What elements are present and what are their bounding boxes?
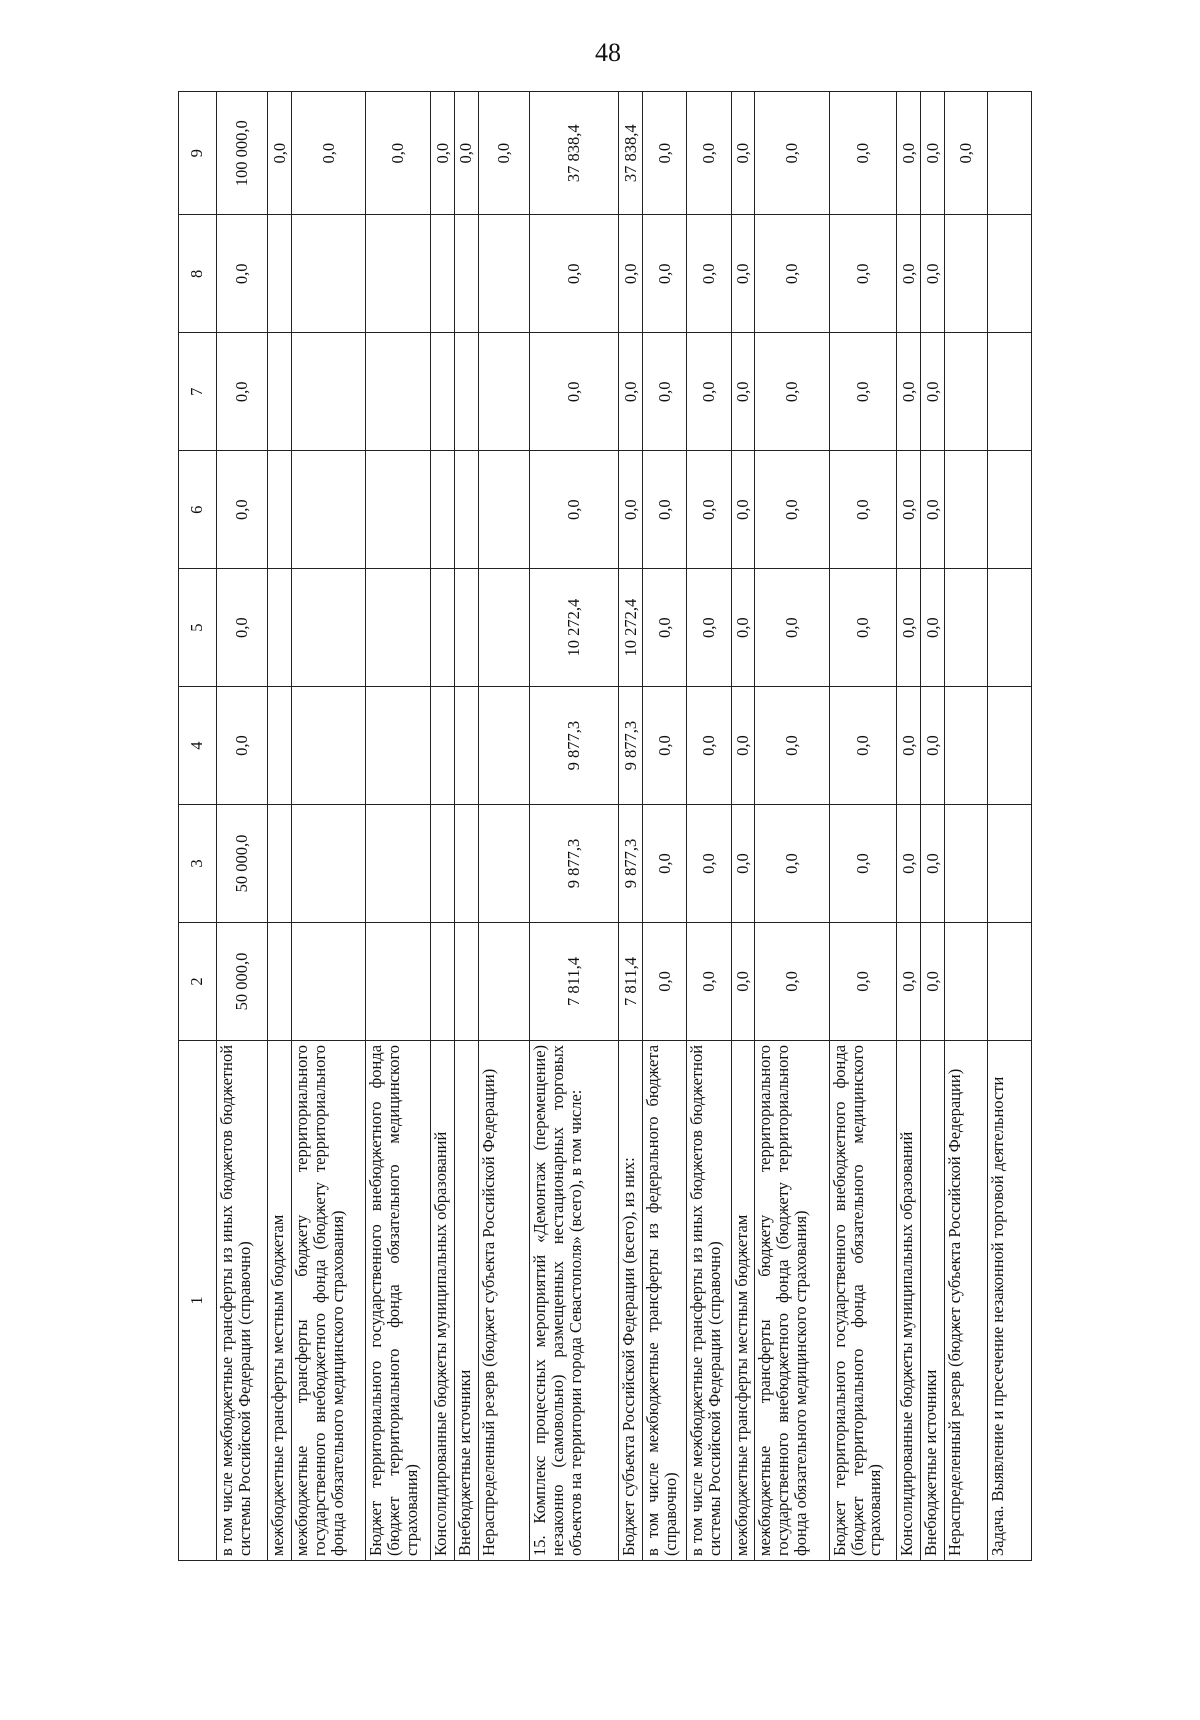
value-cell: 0,0	[897, 215, 921, 333]
value-cell: 0,0	[216, 569, 267, 687]
value-cell: 0,0	[643, 923, 687, 1041]
value-cell	[366, 687, 431, 805]
value-cell	[478, 333, 529, 451]
value-cell: 0,0	[687, 451, 731, 569]
value-cell	[366, 451, 431, 569]
value-cell: 0,0	[643, 333, 687, 451]
value-cell	[944, 923, 987, 1041]
value-cell	[988, 451, 1032, 569]
value-cell	[292, 333, 366, 451]
value-cell: 0,0	[687, 569, 731, 687]
value-cell	[292, 451, 366, 569]
row-label: в том числе межбюджетные трансферты из иных бюджетов бюджетной системы Российской Федерации (справочно)	[687, 1040, 731, 1560]
value-cell	[944, 687, 987, 805]
value-cell	[988, 333, 1032, 451]
value-cell: 100 000,0	[216, 92, 267, 215]
value-cell: 0,0	[643, 805, 687, 923]
value-cell	[268, 333, 292, 451]
value-cell: 0,0	[687, 215, 731, 333]
table-row	[530, 92, 619, 1561]
value-cell	[366, 333, 431, 451]
value-cell: 0,0	[216, 215, 267, 333]
value-cell: 0,0	[755, 569, 829, 687]
table-row	[921, 92, 945, 1561]
value-cell	[944, 451, 987, 569]
row-label: Нераспределенный резерв (бюджет субъекта Российской Федерации)	[478, 1040, 529, 1560]
value-cell: 10 272,4	[530, 569, 619, 687]
value-cell: 0,0	[921, 451, 945, 569]
row-label: Задача. Выявление и пресечение незаконной торговой деятельности	[988, 1040, 1032, 1560]
value-cell: 0,0	[216, 687, 267, 805]
value-cell: 0,0	[216, 333, 267, 451]
value-cell	[988, 92, 1032, 215]
header-cell: 1	[179, 1040, 217, 1560]
value-cell: 0,0	[687, 805, 731, 923]
value-cell: 0,0	[731, 923, 755, 1041]
value-cell: 0,0	[687, 333, 731, 451]
value-cell	[454, 451, 478, 569]
table-row	[619, 92, 643, 1561]
table-row	[292, 92, 366, 1561]
value-cell: 0,0	[731, 687, 755, 805]
value-cell: 0,0	[921, 569, 945, 687]
value-cell	[454, 687, 478, 805]
value-cell: 0,0	[829, 805, 897, 923]
value-cell	[431, 923, 455, 1041]
value-cell: 0,0	[687, 92, 731, 215]
value-cell: 0,0	[921, 805, 945, 923]
value-cell	[431, 805, 455, 923]
table-row	[643, 92, 687, 1561]
value-cell: 0,0	[829, 215, 897, 333]
header-cell: 8	[179, 215, 217, 333]
value-cell: 0,0	[731, 215, 755, 333]
value-cell: 0,0	[431, 92, 455, 215]
header-cell: 6	[179, 451, 217, 569]
value-cell: 0,0	[897, 451, 921, 569]
value-cell	[366, 805, 431, 923]
value-cell	[268, 687, 292, 805]
value-cell: 50 000,0	[216, 805, 267, 923]
value-cell	[454, 923, 478, 1041]
row-label: межбюджетные трансферты местным бюджетам	[731, 1040, 755, 1560]
value-cell: 9 877,3	[619, 687, 643, 805]
value-cell: 0,0	[829, 687, 897, 805]
value-cell: 0,0	[921, 92, 945, 215]
value-cell	[366, 923, 431, 1041]
table-row	[755, 92, 829, 1561]
header-cell: 5	[179, 569, 217, 687]
value-cell: 37 838,4	[619, 92, 643, 215]
header-cell: 2	[179, 923, 217, 1041]
value-cell	[268, 805, 292, 923]
value-cell	[454, 569, 478, 687]
value-cell	[366, 569, 431, 687]
value-cell: 0,0	[897, 333, 921, 451]
header-cell: 4	[179, 687, 217, 805]
value-cell	[268, 215, 292, 333]
table-row	[897, 92, 921, 1561]
row-label: 15. Комплекс процессных мероприятий «Демонтаж (перемещение) незаконно (самовольно) размещенных нестационарных торговых объектов на территории города Севастополя» (всего), в том числе:	[530, 1040, 619, 1560]
value-cell: 0,0	[731, 333, 755, 451]
value-cell	[988, 569, 1032, 687]
value-cell: 0,0	[755, 687, 829, 805]
value-cell	[988, 805, 1032, 923]
row-label: Бюджет территориального государственного внебюджетного фонда (бюджет территориального фонда обязательного медицинского страхования)	[829, 1040, 897, 1560]
value-cell	[292, 805, 366, 923]
value-cell	[292, 569, 366, 687]
value-cell: 0,0	[530, 333, 619, 451]
value-cell	[944, 569, 987, 687]
value-cell: 0,0	[755, 451, 829, 569]
table-row	[366, 92, 431, 1561]
value-cell: 37 838,4	[530, 92, 619, 215]
value-cell: 0,0	[478, 92, 529, 215]
value-cell	[292, 923, 366, 1041]
value-cell: 0,0	[731, 569, 755, 687]
header-cell: 9	[179, 92, 217, 215]
header-row	[179, 92, 217, 1561]
value-cell: 7 811,4	[530, 923, 619, 1041]
row-label: в том числе межбюджетные трансферты из федерального бюджета (справочно)	[643, 1040, 687, 1560]
value-cell: 0,0	[292, 92, 366, 215]
table-row	[944, 92, 987, 1561]
value-cell	[454, 215, 478, 333]
value-cell: 0,0	[366, 92, 431, 215]
value-cell: 0,0	[731, 92, 755, 215]
value-cell: 0,0	[921, 215, 945, 333]
value-cell: 0,0	[829, 569, 897, 687]
value-cell: 0,0	[897, 92, 921, 215]
rotated-table-wrapper	[178, 91, 1032, 1561]
value-cell: 0,0	[897, 569, 921, 687]
value-cell: 0,0	[897, 923, 921, 1041]
value-cell: 0,0	[731, 805, 755, 923]
value-cell: 0,0	[755, 92, 829, 215]
value-cell: 50 000,0	[216, 923, 267, 1041]
value-cell	[268, 451, 292, 569]
value-cell	[478, 805, 529, 923]
table-row	[431, 92, 455, 1561]
row-label: межбюджетные трансферты бюджету территориального государственного внебюджетного фонда (бюджету территориального фонда обязательного медицинского страхования)	[292, 1040, 366, 1560]
value-cell	[366, 215, 431, 333]
value-cell: 0,0	[944, 92, 987, 215]
value-cell: 0,0	[755, 333, 829, 451]
row-label: Нераспределенный резерв (бюджет субъекта Российской Федерации)	[944, 1040, 987, 1560]
value-cell: 0,0	[731, 451, 755, 569]
value-cell	[944, 215, 987, 333]
table-row	[687, 92, 731, 1561]
value-cell: 9 877,3	[530, 805, 619, 923]
value-cell: 7 811,4	[619, 923, 643, 1041]
row-label: Консолидированные бюджеты муниципальных образований	[431, 1040, 455, 1560]
value-cell: 0,0	[755, 215, 829, 333]
value-cell	[478, 215, 529, 333]
value-cell	[292, 687, 366, 805]
value-cell	[988, 923, 1032, 1041]
value-cell: 0,0	[643, 569, 687, 687]
value-cell: 0,0	[643, 92, 687, 215]
value-cell: 0,0	[454, 92, 478, 215]
header-cell: 7	[179, 333, 217, 451]
value-cell: 9 877,3	[530, 687, 619, 805]
value-cell: 0,0	[216, 451, 267, 569]
value-cell: 0,0	[897, 687, 921, 805]
value-cell	[478, 687, 529, 805]
row-label: Консолидированные бюджеты муниципальных образований	[897, 1040, 921, 1560]
row-label: Внебюджетные источники	[454, 1040, 478, 1560]
value-cell	[988, 687, 1032, 805]
row-label: межбюджетные трансферты местным бюджетам	[268, 1040, 292, 1560]
value-cell	[268, 923, 292, 1041]
table-row	[988, 92, 1032, 1561]
table-row	[216, 92, 267, 1561]
value-cell: 0,0	[829, 451, 897, 569]
row-label: Бюджет территориального государственного внебюджетного фонда (бюджет территориального фонда обязательного медицинского страхования)	[366, 1040, 431, 1560]
value-cell: 0,0	[530, 215, 619, 333]
value-cell: 0,0	[687, 923, 731, 1041]
value-cell: 0,0	[897, 805, 921, 923]
value-cell: 0,0	[643, 215, 687, 333]
value-cell	[431, 687, 455, 805]
value-cell: 0,0	[643, 687, 687, 805]
row-label: межбюджетные трансферты бюджету территориального государственного внебюджетного фонда (бюджету территориального фонда обязательного медицинского страхования)	[755, 1040, 829, 1560]
row-label: Бюджет субъекта Российской Федерации (всего), из них:	[619, 1040, 643, 1560]
value-cell: 0,0	[829, 923, 897, 1041]
value-cell	[454, 333, 478, 451]
table-row	[454, 92, 478, 1561]
value-cell: 0,0	[619, 333, 643, 451]
value-cell: 0,0	[530, 451, 619, 569]
value-cell: 0,0	[755, 805, 829, 923]
value-cell	[478, 569, 529, 687]
value-cell	[431, 215, 455, 333]
value-cell: 10 272,4	[619, 569, 643, 687]
value-cell	[478, 923, 529, 1041]
row-label: Внебюджетные источники	[921, 1040, 945, 1560]
value-cell: 0,0	[921, 333, 945, 451]
row-label: в том числе межбюджетные трансферты из иных бюджетов бюджетной системы Российской Федерации (справочно)	[216, 1040, 267, 1560]
value-cell	[431, 569, 455, 687]
value-cell: 0,0	[619, 451, 643, 569]
value-cell	[478, 451, 529, 569]
value-cell	[292, 215, 366, 333]
value-cell	[454, 805, 478, 923]
header-cell: 3	[179, 805, 217, 923]
value-cell	[431, 451, 455, 569]
value-cell	[431, 333, 455, 451]
value-cell	[988, 215, 1032, 333]
page-number: 48	[595, 38, 621, 67]
value-cell: 9 877,3	[619, 805, 643, 923]
value-cell: 0,0	[755, 923, 829, 1041]
value-cell: 0,0	[829, 333, 897, 451]
table-row	[731, 92, 755, 1561]
value-cell: 0,0	[921, 923, 945, 1041]
table-row	[829, 92, 897, 1561]
value-cell	[944, 333, 987, 451]
value-cell	[268, 569, 292, 687]
value-cell: 0,0	[829, 92, 897, 215]
value-cell: 0,0	[268, 92, 292, 215]
table-row	[268, 92, 292, 1561]
table-row	[478, 92, 529, 1561]
table-body	[179, 92, 1032, 1561]
value-cell: 0,0	[921, 687, 945, 805]
budget-table	[178, 91, 1032, 1561]
value-cell: 0,0	[643, 451, 687, 569]
value-cell	[944, 805, 987, 923]
value-cell: 0,0	[619, 215, 643, 333]
value-cell: 0,0	[687, 687, 731, 805]
